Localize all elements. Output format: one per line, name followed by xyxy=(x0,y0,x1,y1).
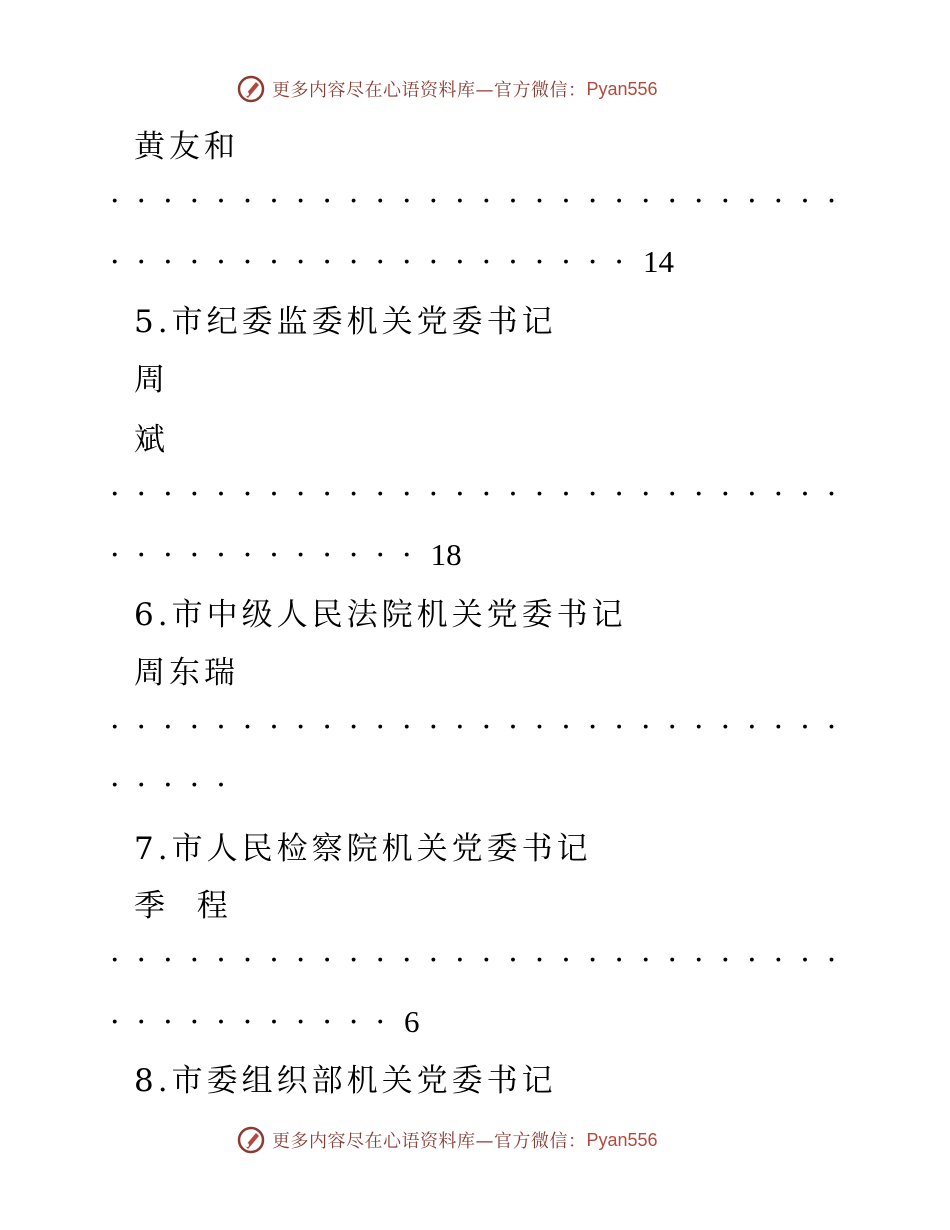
dot-leader-with-page: · · · · · · · · · · · · 18 xyxy=(110,537,462,573)
banner-wechat: Pyan556 xyxy=(586,1129,658,1150)
banner-text: 更多内容尽在心语资料库—官方微信： xyxy=(272,1131,587,1152)
toc-heading-8: 8.市委组织部机关党委书记 xyxy=(134,1063,557,1099)
dot-leader-with-page: · · · · · · · · · · · · · · · · · · · · 14 xyxy=(110,244,674,280)
toc-name-zhou-1: 周 xyxy=(134,362,169,398)
pen-logo-icon xyxy=(236,1125,266,1155)
banner-text: 更多内容尽在心语资料库—官方微信： xyxy=(272,80,587,101)
toc-name-ji-cheng: 季 程 xyxy=(134,888,232,924)
banner-wechat: Pyan556 xyxy=(586,78,658,99)
dot-leader: · · · · · · · · · · · · · · · · · · · · · · · · · · · · xyxy=(110,184,837,219)
dot-leader: · · · · · · · · · · · · · · · · · · · · · · · · · · · · xyxy=(110,943,837,978)
toc-heading-6: 6.市中级人民法院机关党委书记 xyxy=(134,597,627,633)
toc-name-zhou-dongrui: 周东瑞 xyxy=(134,655,239,691)
header-banner xyxy=(236,72,658,106)
toc-name-zhou-2: 斌 xyxy=(134,422,169,458)
toc-heading-5: 5.市纪委监委机关党委书记 xyxy=(134,304,557,340)
toc-name-huang: 黄友和 xyxy=(134,129,239,165)
pen-logo-icon xyxy=(236,74,266,104)
dot-leader: · · · · · · · · · · · · · · · · · · · · · · · · · · · · xyxy=(110,477,837,512)
page-number: 6 xyxy=(404,1004,420,1039)
page-number: 18 xyxy=(430,537,462,572)
dot-leader-with-page: · · · · · · · · · · · 6 xyxy=(110,1004,420,1040)
dot-leader: · · · · · xyxy=(110,768,226,803)
page-number: 14 xyxy=(642,244,674,279)
dot-leader: · · · · · · · · · · · · · · · · · · · · · · · · · · · · xyxy=(110,710,837,745)
footer-banner xyxy=(236,1123,658,1157)
toc-heading-7: 7.市人民检察院机关党委书记 xyxy=(134,831,592,867)
